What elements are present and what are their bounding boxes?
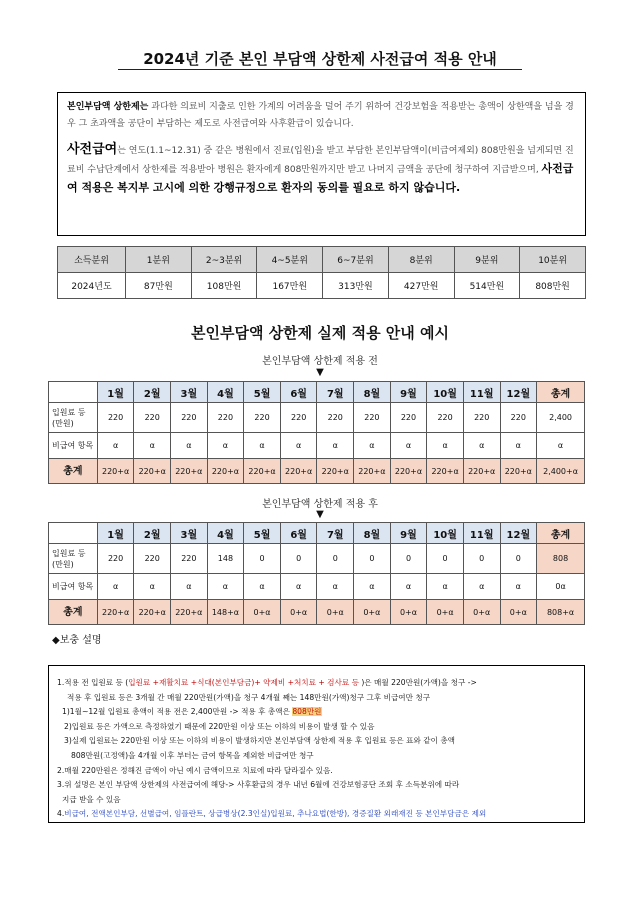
- total-header-cell: 총계: [537, 523, 585, 544]
- month-header-cell: 11월: [463, 382, 500, 403]
- note-text: 1)1월~12월 입원료 총액이 적용 전은 2,400만원 -> 적용 후 총액은: [62, 707, 293, 717]
- month-header-cell: 4월: [207, 382, 244, 403]
- income-bracket-table: [57, 246, 586, 299]
- before-subtitle: 본인부담액 상한제 적용 전: [262, 356, 378, 367]
- intro-paragraph-2: [67, 141, 576, 198]
- table-cell: α: [97, 574, 134, 600]
- month-header-cell: 11월: [463, 523, 500, 544]
- table-cell: 220+α: [134, 459, 171, 484]
- income-header-cell: 4~5분위: [257, 247, 323, 273]
- table-cell: 220+α: [97, 459, 134, 484]
- note-red-text: 입원료 +재활치료 +식대(본인부담금)+ 약제비 +처치료 + 검사료 등: [128, 678, 362, 687]
- table-cell: 0+α: [244, 600, 281, 625]
- row-label: 총계: [49, 600, 98, 625]
- table-cell: 220: [317, 403, 354, 433]
- down-arrow-icon: ▼: [316, 509, 324, 520]
- table-cell: 220: [280, 403, 317, 433]
- table-cell: 148: [207, 544, 244, 574]
- table-cell: 220+α: [134, 600, 171, 625]
- month-header-cell: 10월: [427, 523, 464, 544]
- table-cell: 0α: [537, 574, 585, 600]
- note-text: 1.적용 전 입원료 등 (: [57, 678, 129, 687]
- month-header-cell: 10월: [427, 382, 464, 403]
- income-header-cell: 9분위: [454, 247, 520, 273]
- table-cell: α: [280, 433, 317, 459]
- income-value-cell: 427만원: [388, 273, 454, 299]
- table-cell: α: [317, 433, 354, 459]
- table-cell: α: [134, 433, 171, 459]
- table-cell: α: [244, 433, 281, 459]
- table-cell: 0+α: [463, 600, 500, 625]
- income-value-cell: 2024년도: [58, 273, 126, 299]
- month-header-cell: 1월: [97, 382, 134, 403]
- table-cell: 808: [537, 544, 585, 574]
- table-row: [49, 459, 585, 484]
- note-line: 3)실제 입원료는 220만원 이상 또는 이하의 비용이 발생하지만 본인부담액 상한제 적용 후 입원료 등은 표와 같이 총액: [64, 736, 456, 746]
- corner-cell: [49, 382, 98, 403]
- income-value-cell: 87만원: [126, 273, 192, 299]
- table-cell: 0: [500, 544, 537, 574]
- month-header-cell: 5월: [244, 523, 281, 544]
- income-header-cell: 소득분위: [58, 247, 126, 273]
- month-header-cell: 6월: [280, 382, 317, 403]
- table-cell: 0: [354, 544, 391, 574]
- table-cell: 2,400: [537, 403, 585, 433]
- table-cell: 808+α: [537, 600, 585, 625]
- intro-box: [57, 92, 586, 236]
- table-cell: α: [390, 574, 427, 600]
- table-cell: 220+α: [500, 459, 537, 484]
- table-cell: 0+α: [427, 600, 464, 625]
- page-title: 2024년 기준 본인 부담액 상한제 사전급여 적용 안내: [143, 50, 497, 68]
- table-cell: α: [244, 574, 281, 600]
- table-cell: 0+α: [500, 600, 537, 625]
- month-header-cell: 5월: [244, 382, 281, 403]
- note-text: )은 매월 220만원(가액)을 청구 ->: [361, 678, 477, 687]
- total-header-cell: 총계: [537, 382, 585, 403]
- table-cell: 220: [500, 403, 537, 433]
- table-cell: α: [354, 433, 391, 459]
- table-cell: 220+α: [317, 459, 354, 484]
- table-cell: 220: [171, 544, 208, 574]
- table-cell: 220: [134, 544, 171, 574]
- note-line: [57, 676, 576, 691]
- income-header-cell: 6~7분위: [323, 247, 389, 273]
- month-header-cell: 9월: [390, 523, 427, 544]
- table-cell: 220+α: [207, 459, 244, 484]
- note-line: 3.위 설명은 본인 부담액 상한제의 사전급여에 해당-> 사후환급의 경우 내년 6월에 건강보험공단 조회 후 소득분위에 따라: [57, 780, 460, 790]
- table-cell: α: [463, 433, 500, 459]
- row-label: 비급여 항목: [49, 433, 98, 459]
- table-cell: 220+α: [427, 459, 464, 484]
- month-header-cell: 7월: [317, 382, 354, 403]
- table-cell: 220: [207, 403, 244, 433]
- intro-p2-strong: 사전급여 적용은 복지부 고시에 의한 강행규정으로 환자의 동의를 필요로 하지 않습니다.: [67, 162, 574, 194]
- table-cell: α: [207, 433, 244, 459]
- note-line: 2)입원료 등은 가액으로 측정하였기 때문에 220만원 이상 또는 이하의 비용이 발생 할 수 있음: [64, 721, 375, 731]
- table-cell: 220+α: [171, 600, 208, 625]
- row-label: 비급여 항목: [49, 574, 98, 600]
- table-cell: 0+α: [280, 600, 317, 625]
- month-header-cell: 8월: [354, 523, 391, 544]
- down-arrow-icon: ▼: [316, 367, 324, 378]
- table-cell: 0: [317, 544, 354, 574]
- month-header-cell: 2월: [134, 382, 171, 403]
- month-header-cell: 1월: [97, 523, 134, 544]
- table-row: [49, 433, 585, 459]
- corner-cell: [49, 523, 98, 544]
- table-cell: 0+α: [390, 600, 427, 625]
- note-text: 4.: [57, 809, 65, 819]
- table-cell: α: [317, 574, 354, 600]
- table-cell: 220: [97, 403, 134, 433]
- intro-p2-text: 는 연도(1.1~12.31) 중 같은 병원에서 진료(입원)을 받고 부담한 본인부담액이(비급여제외) 808만원을 넘게되면 진료비 수납단계에서 상한제를 적용받아 병원은 환자에게 808만원까지만 받고 나머지 금액을 공단에 청구하여 지급받으며,: [67, 146, 574, 175]
- table-cell: α: [134, 574, 171, 600]
- note-highlight: 808만원: [292, 707, 322, 717]
- intro-p1-lead: 본인부담액 상한제는: [67, 102, 149, 112]
- note-blue-text: 비급여, 전액본인부담, 선별급여, 임플란트, 상급병상(2.3인실)입원료, 추나요법(한방), 경증질환 외래재진 등 본인부담금은 제외: [64, 809, 487, 819]
- month-header-cell: 12월: [500, 523, 537, 544]
- row-label: 입원료 등 (만원): [49, 403, 98, 433]
- table-cell: 220: [354, 403, 391, 433]
- table-cell: α: [500, 433, 537, 459]
- table-cell: 220+α: [280, 459, 317, 484]
- table-cell: 148+α: [207, 600, 244, 625]
- table-cell: 0: [463, 544, 500, 574]
- table-cell: 220: [171, 403, 208, 433]
- table-cell: 2,400+α: [537, 459, 585, 484]
- notes-label: ◆보충 설명: [52, 635, 102, 646]
- notes-box: [48, 665, 585, 823]
- table-cell: 0: [390, 544, 427, 574]
- table-cell: α: [171, 574, 208, 600]
- table-cell: α: [537, 433, 585, 459]
- intro-p2-lead: 사전급여: [67, 142, 118, 157]
- after-subtitle: 본인부담액 상한제 적용 후: [262, 499, 378, 510]
- income-value-row: [58, 273, 586, 299]
- after-table: [48, 522, 585, 625]
- table-cell: 220+α: [244, 459, 281, 484]
- table-cell: 220+α: [463, 459, 500, 484]
- table-cell: 220: [134, 403, 171, 433]
- note-line: 2.매월 220만원은 정해진 금액이 아닌 예시 금액이므로 치료에 따라 달라질수 있음.: [57, 765, 333, 775]
- table-cell: α: [427, 574, 464, 600]
- income-value-cell: 108만원: [191, 273, 257, 299]
- month-header-cell: 4월: [207, 523, 244, 544]
- row-label: 총계: [49, 459, 98, 484]
- income-header-cell: 1분위: [126, 247, 192, 273]
- table-cell: 0: [244, 544, 281, 574]
- month-header-cell: 6월: [280, 523, 317, 544]
- table-cell: 0: [280, 544, 317, 574]
- month-header-cell: 2월: [134, 523, 171, 544]
- row-label: 입원료 등 (만원): [49, 544, 98, 574]
- income-header-cell: 8분위: [388, 247, 454, 273]
- intro-paragraph-1: [67, 99, 576, 133]
- month-header-row: [49, 382, 585, 403]
- table-cell: 0+α: [317, 600, 354, 625]
- intro-p1-text: 과다한 의료비 지출로 인한 가계의 어려움을 덜어 주기 위하여 건강보험을 적용받는 총액이 상한액을 넘을 경우 그 초과액을 공단이 부담하는 제도로 사전급여와 사후환급이 있습니다.: [67, 102, 574, 129]
- table-cell: α: [97, 433, 134, 459]
- table-cell: 220: [244, 403, 281, 433]
- note-line: [57, 807, 576, 822]
- table-cell: α: [171, 433, 208, 459]
- table-row: [49, 600, 585, 625]
- month-header-cell: 8월: [354, 382, 391, 403]
- income-header-row: [58, 247, 586, 273]
- table-cell: 220+α: [171, 459, 208, 484]
- table-row: [49, 403, 585, 433]
- note-line: [57, 705, 576, 720]
- table-cell: 220: [463, 403, 500, 433]
- note-line: 지급 받을 수 있음: [62, 794, 121, 804]
- example-title: 본인부담액 상한제 실제 적용 안내 예시: [191, 324, 449, 342]
- income-value-cell: 514만원: [454, 273, 520, 299]
- table-cell: 220: [390, 403, 427, 433]
- table-cell: α: [500, 574, 537, 600]
- title-underline: [118, 69, 522, 70]
- table-cell: α: [390, 433, 427, 459]
- table-cell: 220+α: [354, 459, 391, 484]
- table-cell: α: [280, 574, 317, 600]
- month-header-row: [49, 523, 585, 544]
- table-cell: 220: [97, 544, 134, 574]
- month-header-cell: 3월: [171, 523, 208, 544]
- month-header-cell: 3월: [171, 382, 208, 403]
- note-line: 808만원(고정액)을 4개월 이후 부터는 금여 항목을 제외한 비급여만 청구: [71, 750, 314, 760]
- table-cell: 220+α: [390, 459, 427, 484]
- month-header-cell: 9월: [390, 382, 427, 403]
- income-value-cell: 313만원: [323, 273, 389, 299]
- month-header-cell: 12월: [500, 382, 537, 403]
- income-value-cell: 808만원: [520, 273, 586, 299]
- income-value-cell: 167만원: [257, 273, 323, 299]
- table-cell: α: [207, 574, 244, 600]
- table-row: [49, 544, 585, 574]
- before-table: [48, 381, 585, 484]
- table-cell: 0+α: [354, 600, 391, 625]
- table-cell: α: [354, 574, 391, 600]
- table-cell: 220+α: [97, 600, 134, 625]
- note-line: 적용 후 입원료 등은 3개월 간 매월 220만원(가액)을 청구 4개월 째는 148만원(가액)청구 그후 비급여만 청구: [67, 692, 431, 702]
- month-header-cell: 7월: [317, 523, 354, 544]
- table-row: [49, 574, 585, 600]
- table-cell: α: [463, 574, 500, 600]
- income-header-cell: 10분위: [520, 247, 586, 273]
- table-cell: α: [427, 433, 464, 459]
- table-cell: 220: [427, 403, 464, 433]
- table-cell: 0: [427, 544, 464, 574]
- income-header-cell: 2~3분위: [191, 247, 257, 273]
